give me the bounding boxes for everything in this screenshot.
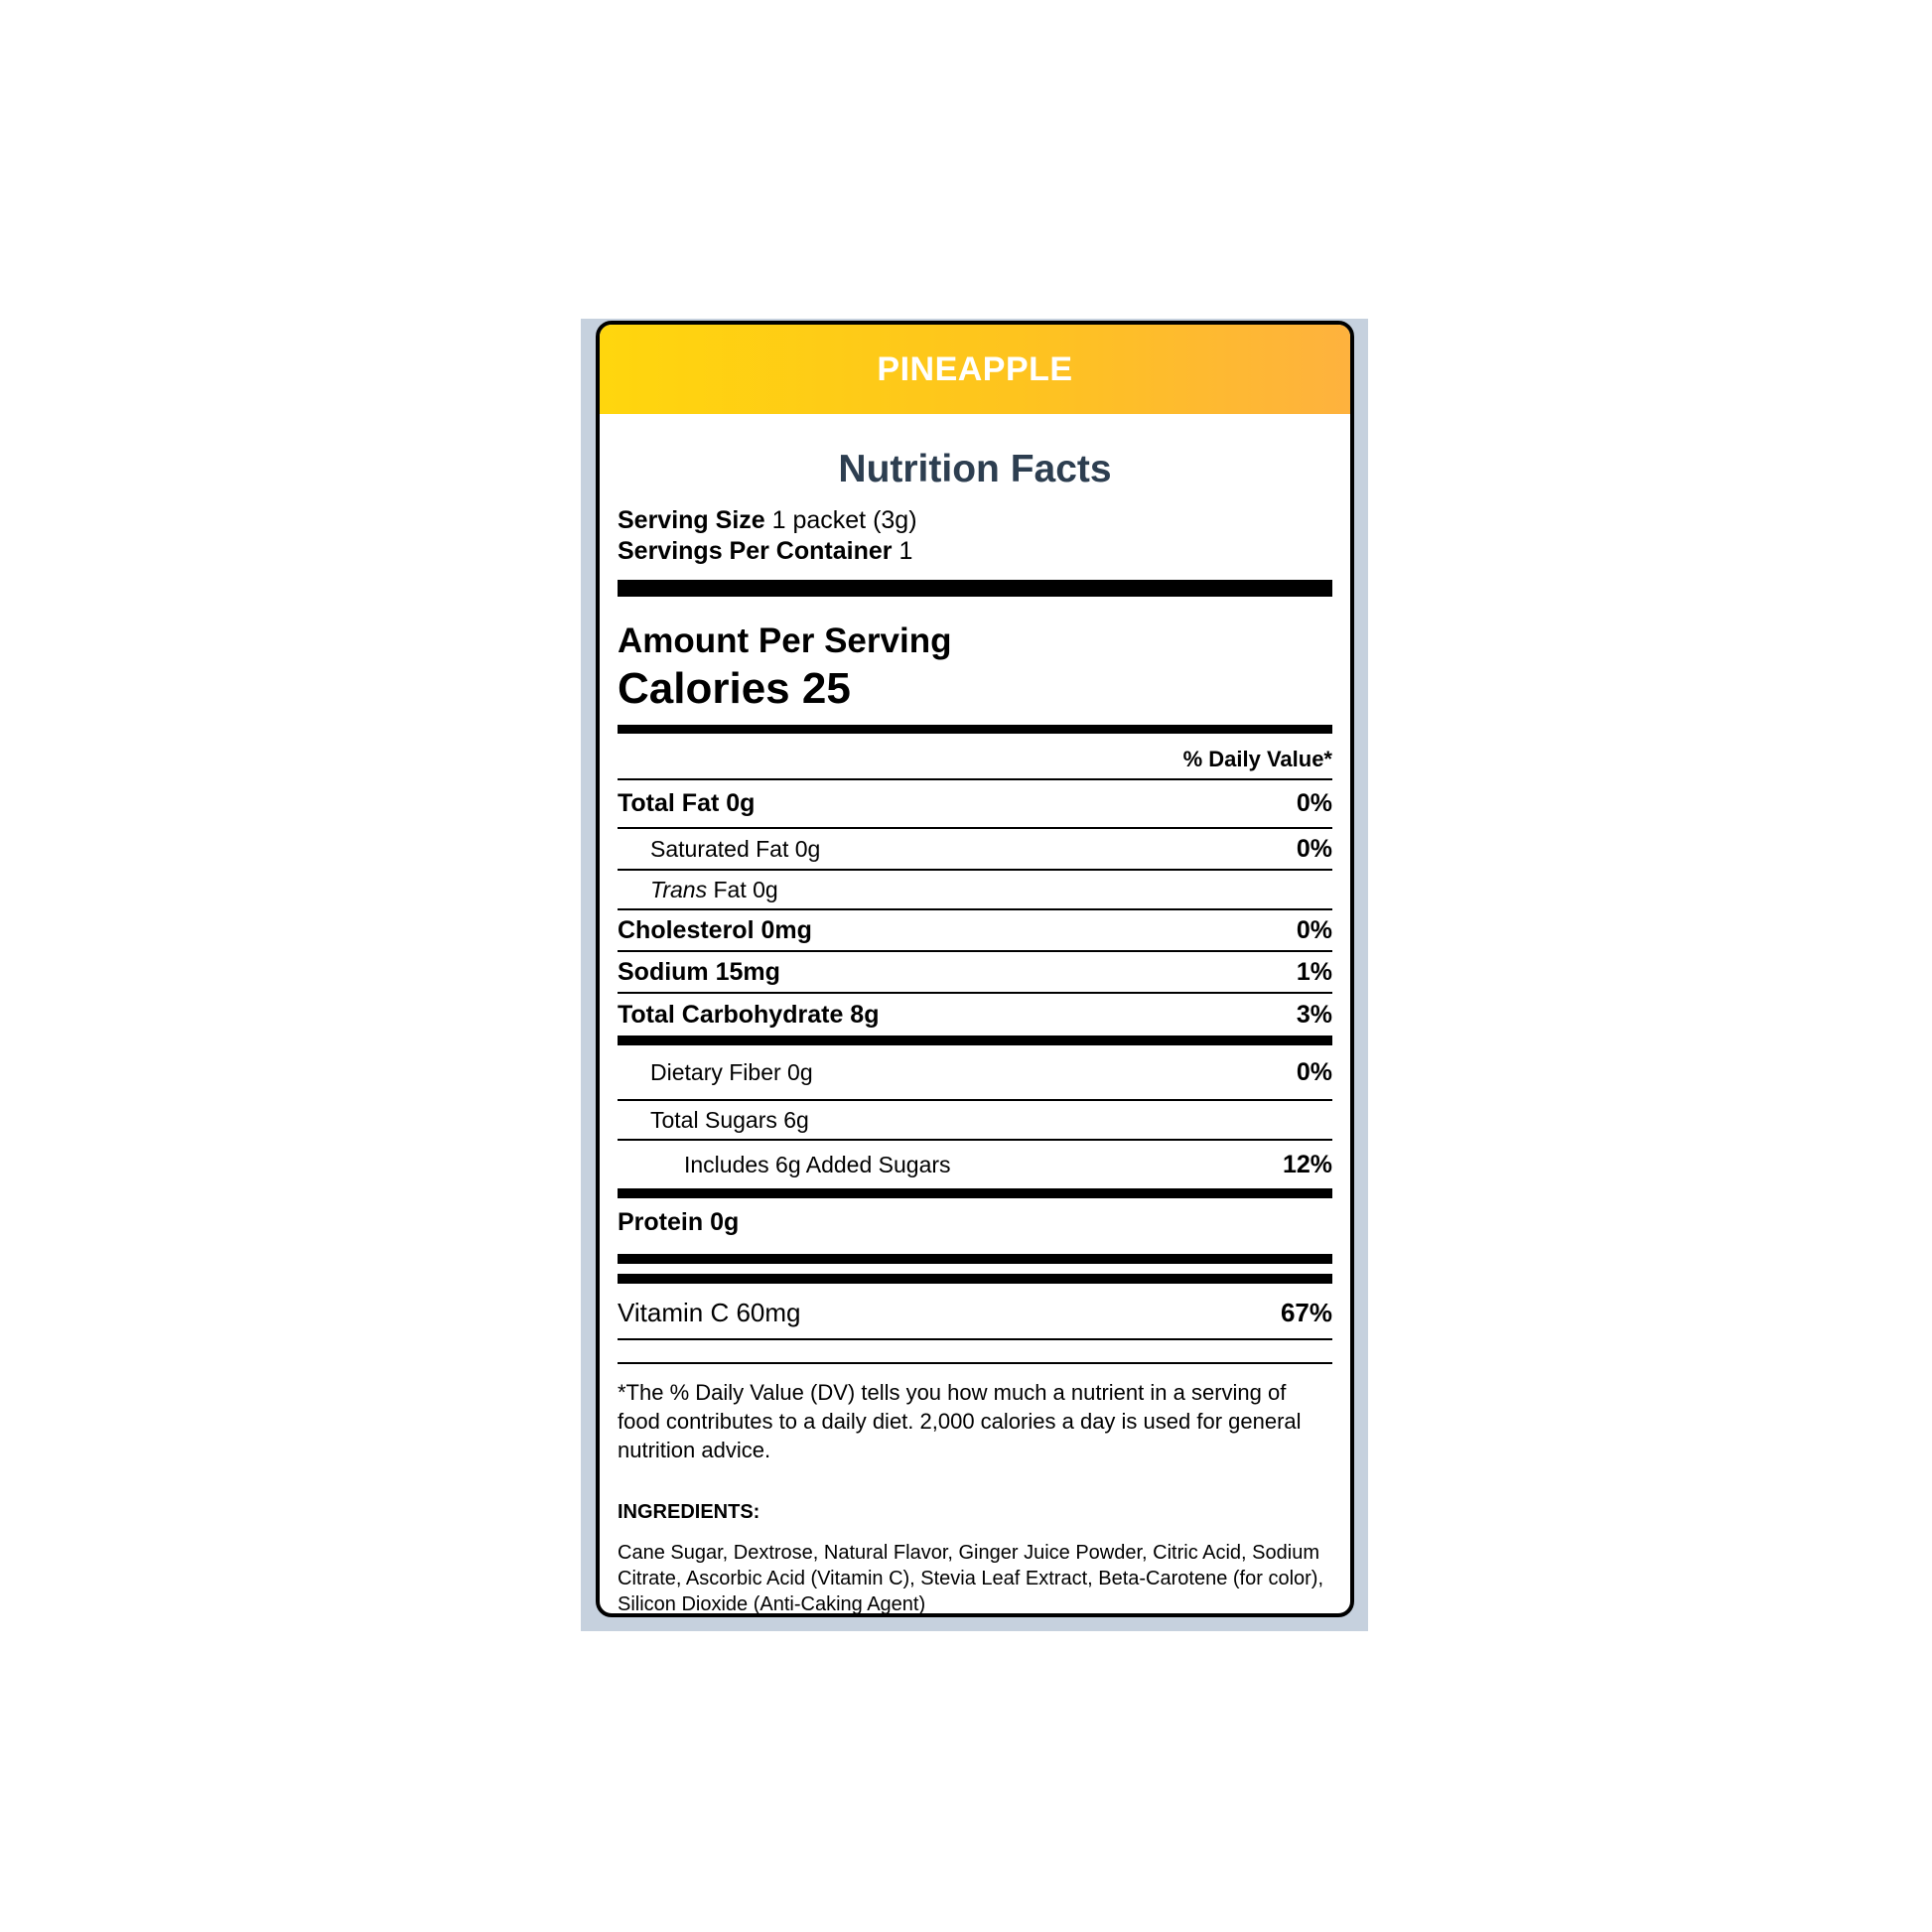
nutrient-row-vitamin-c	[618, 1284, 1332, 1340]
servings-per-container-label: Servings Per Container	[618, 537, 893, 565]
nutrient-percent: 12%	[1282, 1150, 1332, 1178]
nutrient-label: Includes 6g Added Sugars	[684, 1151, 951, 1177]
nutrient-label: Vitamin C 60mg	[618, 1298, 801, 1327]
medium-divider	[618, 725, 1332, 734]
nutrient-percent: 0%	[1296, 789, 1332, 817]
nutrient-row-protein	[618, 1198, 1332, 1246]
calories: Calories 25	[618, 664, 851, 713]
trans-italic: Trans	[650, 876, 708, 902]
trans-fat-rest: Fat 0g	[707, 876, 778, 902]
serving-size-line	[618, 505, 1332, 536]
divider-bar-2	[618, 1274, 1332, 1284]
divider-bar-1	[618, 1254, 1332, 1264]
nutrient-label: Total Sugars 6g	[650, 1106, 809, 1133]
serving-info	[618, 505, 1332, 567]
nutrient-row-total-carbohydrate	[618, 994, 1332, 1035]
thin-divider	[618, 1362, 1332, 1364]
thick-divider	[618, 580, 1332, 597]
nutrient-percent: 1%	[1296, 957, 1332, 986]
serving-size-label: Serving Size	[618, 506, 765, 534]
carbohydrate-divider	[618, 1035, 1332, 1045]
servings-per-container-value: 1	[898, 537, 913, 565]
double-divider	[618, 1254, 1332, 1284]
label-body	[600, 448, 1350, 1617]
daily-value-footnote: *The % Daily Value (DV) tells you how much a nutrient in a serving of food contributes to a daily diet. 2,000 calories a day is used for general nutrition advice.	[618, 1380, 1302, 1462]
nutrient-row-total-fat	[618, 780, 1332, 829]
daily-value-header: % Daily Value*	[618, 734, 1332, 780]
nutrient-label: Sodium 15mg	[618, 957, 780, 986]
nutrient-row-added-sugars	[618, 1141, 1332, 1188]
nutrient-label	[618, 877, 778, 903]
nutrient-row-trans-fat	[618, 871, 1332, 910]
nutrient-label: Dietary Fiber 0g	[650, 1058, 813, 1085]
nutrient-row-sodium	[618, 952, 1332, 994]
nutrient-percent: 67%	[1280, 1298, 1332, 1327]
nutrient-row-total-sugars	[618, 1101, 1332, 1141]
nutrient-label: Total Carbohydrate 8g	[618, 1000, 880, 1029]
nutrient-row-saturated-fat	[618, 829, 1332, 871]
ingredients-list: Cane Sugar, Dextrose, Natural Flavor, Ginger Juice Powder, Citric Acid, Sodium Citrate, Ascorbic Acid (Vitamin C), Stevia Leaf Extract, Beta-Carotene (for color), Silicon Dioxide (Anti-Caking Agent)	[618, 1542, 1324, 1615]
flavor-name: PINEAPPLE	[877, 349, 1073, 388]
nutrient-label: Saturated Fat 0g	[650, 835, 821, 862]
nutrient-percent: 3%	[1296, 1000, 1332, 1029]
ingredients-heading: INGREDIENTS:	[618, 1501, 760, 1523]
nutrient-percent: 0%	[1296, 1057, 1332, 1086]
nutrient-label: Cholesterol 0mg	[618, 915, 812, 944]
nutrition-facts-title: Nutrition Facts	[838, 448, 1112, 490]
nutrient-row-cholesterol	[618, 910, 1332, 952]
protein-divider	[618, 1188, 1332, 1198]
nutrition-label-card	[596, 321, 1354, 1617]
nutrient-percent: 0%	[1296, 915, 1332, 944]
nutrient-label: Total Fat 0g	[618, 789, 756, 817]
servings-per-container-line	[618, 536, 1332, 567]
nutrient-label: Protein 0g	[618, 1207, 740, 1236]
nutrient-percent: 0%	[1296, 834, 1332, 863]
amount-per-serving: Amount Per Serving	[618, 621, 952, 660]
flavor-header	[600, 325, 1350, 414]
serving-size-value: 1 packet (3g)	[771, 506, 917, 534]
nutrient-row-dietary-fiber	[618, 1045, 1332, 1101]
